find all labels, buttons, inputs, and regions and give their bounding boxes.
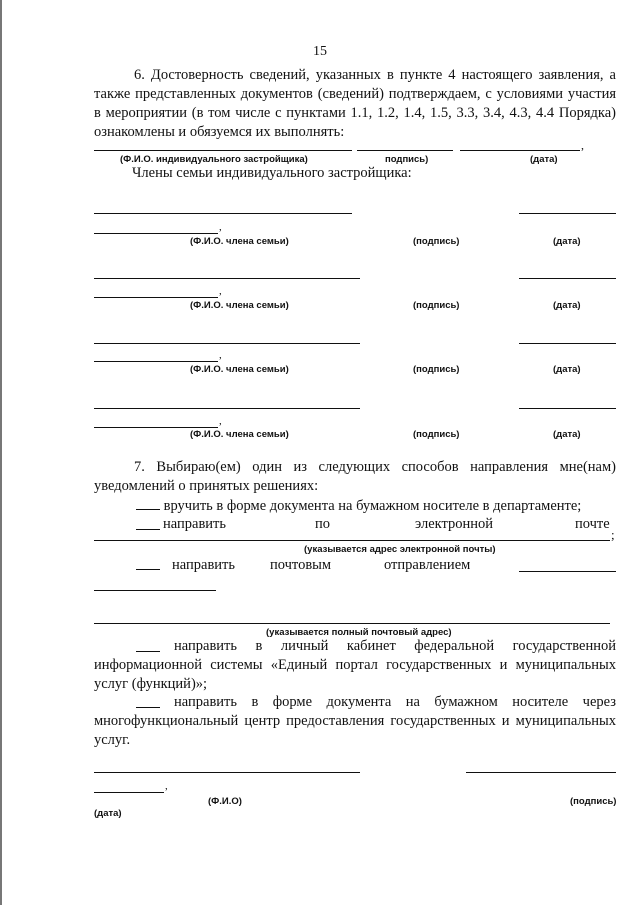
checkbox-blank[interactable]: [136, 516, 160, 530]
fio-line-short: [94, 361, 218, 362]
date-label: (дата): [530, 154, 558, 165]
date-line-top: [519, 213, 616, 214]
fio-line: [94, 408, 360, 409]
family-heading: Члены семьи индивидуального застройщика:: [132, 165, 412, 181]
fio-label: (Ф.И.О. индивидуального застройщика): [120, 154, 308, 165]
fio-label: (Ф.И.О. члена семьи): [190, 236, 289, 247]
email-line: [94, 540, 610, 541]
fio-label: (Ф.И.О. члена семьи): [190, 364, 289, 375]
date-label: (дата): [553, 236, 581, 247]
signature-label: подпись): [385, 154, 429, 165]
signature-label: (подпись): [413, 429, 460, 440]
fio-line: [94, 213, 352, 214]
comma: ,: [219, 349, 222, 361]
comma: ,: [165, 780, 168, 792]
scan-edge: [0, 0, 2, 905]
fio-line-short: [94, 233, 218, 234]
footer-signature-line: [466, 772, 616, 773]
option-text: направить в личный кабинет федеральной государственной информационной системы «Единый портал государственных и муниципальных услуг (функций)»;: [94, 638, 616, 692]
signature-label: (подпись): [413, 300, 460, 311]
email-label: (указывается адрес электронной почты): [304, 544, 496, 555]
comma: ,: [219, 285, 222, 297]
footer-date-line: [94, 792, 164, 793]
page-number: 15: [313, 44, 327, 59]
semicolon: ;: [611, 527, 615, 542]
postal-line-3: [94, 623, 610, 624]
word: почте: [575, 516, 610, 532]
word: почтовым: [270, 557, 332, 573]
date-line-top: [519, 278, 616, 279]
word: направить: [163, 516, 227, 532]
signature-label: (подпись): [413, 236, 460, 247]
option-text: вручить в форме документа на бумажном носителе в департаменте;: [163, 498, 582, 514]
word: направить: [172, 557, 236, 573]
fio-line-short: [94, 427, 218, 428]
fio-line-short: [94, 297, 218, 298]
postal-line-2: [94, 590, 216, 591]
date-label: (дата): [553, 429, 581, 440]
footer-fio-label: (Ф.И.О): [208, 796, 242, 807]
checkbox-blank[interactable]: [136, 496, 160, 510]
date-label: (дата): [553, 300, 581, 311]
fio-line: [94, 343, 360, 344]
fio-line: [94, 278, 360, 279]
fio-label: (Ф.И.О. члена семьи): [190, 429, 289, 440]
word: электронной: [415, 516, 494, 532]
signature-label: (подпись): [413, 364, 460, 375]
section-6-text: 6. Достоверность сведений, указанных в пункте 4 настоящего заявления, а также представленных документов (сведений) подтверждаем, с условиями участия в мероприятии (в том числе с пунктами 1.1, 1.2, 1.4, 1.5, 3.3, 3.4, 4.3, 4.4 Порядка) ознакомлены и обязуемся их выполнять:: [94, 67, 616, 140]
postal-line-end: [519, 571, 616, 572]
section-7-intro: 7. Выбираю(ем) один из следующих способов направления мне(нам) уведомлений о принятых решениях:: [94, 459, 616, 494]
footer-signature-label: (подпись): [570, 796, 617, 807]
comma: ,: [219, 221, 222, 233]
comma: ,: [581, 138, 584, 152]
option-paper-department: [136, 496, 581, 516]
fio-line: [94, 150, 352, 151]
word: по: [315, 516, 331, 532]
date-line: [460, 150, 580, 151]
fio-label: (Ф.И.О. члена семьи): [190, 300, 289, 311]
checkbox-blank[interactable]: [136, 556, 160, 570]
footer-fio-line: [94, 772, 360, 773]
date-line-top: [519, 343, 616, 344]
postal-label: (указывается полный почтовый адрес): [266, 627, 452, 638]
date-line-top: [519, 408, 616, 409]
option-text: направить в форме документа на бумажном носителе через многофункциональный центр предоставления государственных и муниципальных услуг.: [94, 694, 616, 748]
footer-date-label: (дата): [94, 808, 122, 819]
comma: ,: [219, 415, 222, 427]
signature-line: [357, 150, 453, 151]
date-label: (дата): [553, 364, 581, 375]
word: отправлением: [384, 557, 471, 573]
